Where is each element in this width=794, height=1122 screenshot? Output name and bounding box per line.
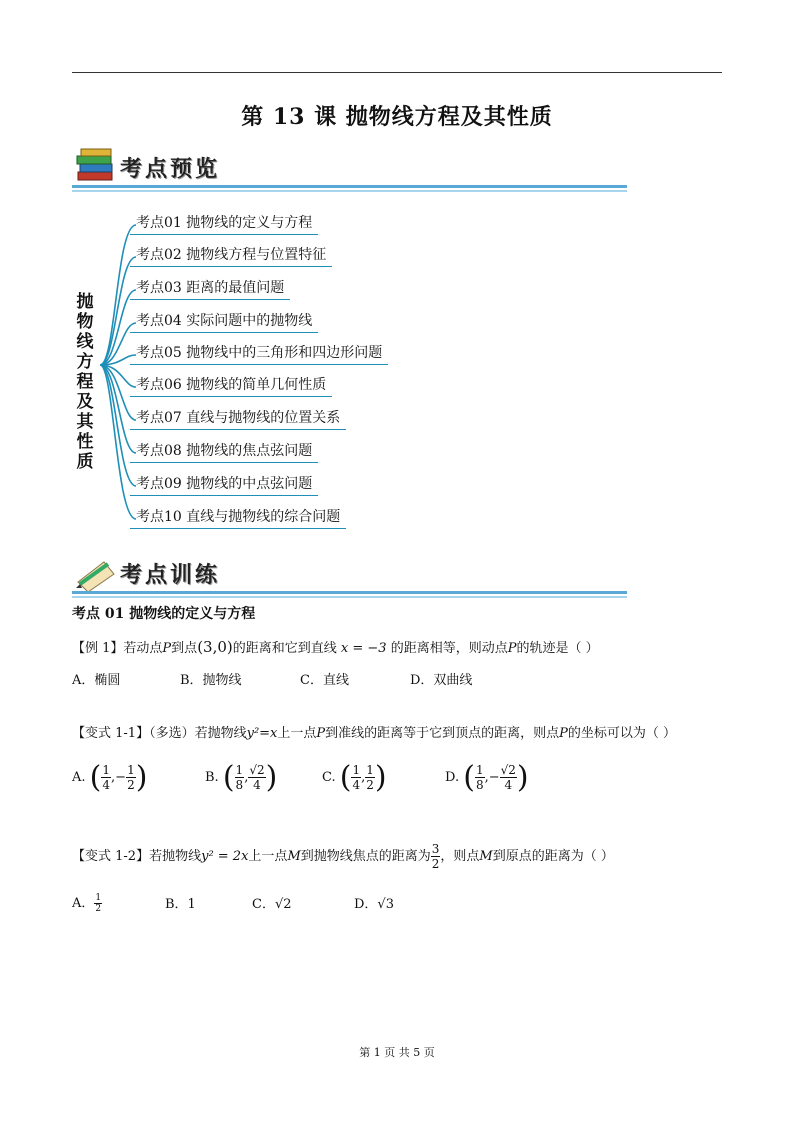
tree-root-char: 抛	[76, 292, 94, 312]
tree-item-label: 考点02 抛物线方程与位置特征	[130, 244, 332, 267]
tree-root-char: 方	[76, 352, 94, 372]
section-label-preview: 考点预览	[120, 157, 221, 182]
option-d[interactable]: D．√3	[354, 897, 394, 912]
tree-item	[130, 277, 290, 300]
tree-root-char: 程	[76, 372, 94, 392]
tree-root-char: 物	[76, 312, 94, 332]
tree-item	[130, 342, 388, 365]
option-d[interactable]: D. ( $\frac{1}{8}$ ,− $\frac{√2}{4}$ )	[445, 760, 529, 795]
section-bar-light	[72, 190, 627, 192]
option-a[interactable]: A．椭圆	[72, 673, 121, 688]
variant-1-1-question: 【变式 1-1】（多选）若抛物线y²=x上一点P到准线的距离等于它到顶点的距离，则点P的坐标可以为（ ）	[72, 726, 677, 741]
example-1-question: 【例 1】若动点P到点(3,0)的距离和它到直线 x = −3 的距离相等，则动点P的轨迹是（ ）	[72, 638, 599, 656]
tree-item-label: 考点04 实际问题中的抛物线	[130, 310, 318, 333]
option-d[interactable]: D．双曲线	[410, 673, 473, 688]
option-b[interactable]: B. ( $\frac{1}{8}$ , $\frac{√2}{4}$ )	[205, 760, 278, 795]
option-a[interactable]: A． $\frac{1}{2}$	[72, 893, 102, 914]
tree-item	[130, 212, 318, 235]
section-bar-light	[72, 596, 627, 598]
question-tag: 【变式 1-1】	[72, 726, 150, 741]
tree-item	[130, 374, 332, 397]
header-rule	[72, 72, 722, 73]
tree-item	[130, 506, 346, 529]
tree-item-label: 考点01 抛物线的定义与方程	[130, 212, 318, 235]
tree-root-char: 质	[76, 452, 94, 472]
question-tag: 【例 1】	[72, 641, 124, 656]
tree-item-label: 考点05 抛物线中的三角形和四边形问题	[130, 342, 388, 365]
page-footer: 第 1 页 共 5 页	[359, 1046, 435, 1059]
tree-item-label: 考点10 直线与抛物线的综合问题	[130, 506, 346, 529]
tree-item	[130, 473, 318, 496]
page-title: 第 13 课 抛物线方程及其性质	[241, 104, 553, 130]
tree-item	[130, 310, 318, 333]
tree-item-label: 考点08 抛物线的焦点弦问题	[130, 440, 318, 463]
tree-root-char: 及	[76, 392, 94, 412]
section-header-training	[72, 552, 627, 598]
tree-item-label: 考点09 抛物线的中点弦问题	[130, 473, 318, 496]
tree-root	[72, 292, 98, 472]
pencil-paper-icon	[74, 554, 118, 592]
tree-item	[130, 244, 332, 267]
option-a[interactable]: A. ( $\frac{1}{4}$ ,− $\frac{1}{2}$ )	[72, 760, 148, 795]
option-c[interactable]: C．直线	[300, 673, 349, 688]
option-c[interactable]: C．√2	[252, 897, 292, 912]
option-b[interactable]: B．1	[165, 897, 196, 912]
section-bar	[72, 185, 627, 188]
option-b[interactable]: B．抛物线	[180, 673, 242, 688]
tree-root-char: 线	[76, 332, 94, 352]
variant-1-2-question: 【变式 1-2】若抛物线y² = 2x上一点M到抛物线焦点的距离为 $\frac{3}{2}$ ，则点M到原点的距离为（ ）	[72, 842, 614, 871]
question-tag: 【变式 1-2】	[72, 849, 150, 864]
section-bar	[72, 591, 627, 594]
tree-item-label: 考点06 抛物线的简单几何性质	[130, 374, 332, 397]
tree-item	[130, 407, 346, 430]
subsection-title: 考点 01 抛物线的定义与方程	[72, 606, 256, 622]
section-label-training: 考点训练	[120, 563, 221, 588]
tree-root-char: 性	[76, 432, 94, 452]
section-header-preview	[72, 146, 627, 192]
option-c[interactable]: C. ( $\frac{1}{4}$ , $\frac{1}{2}$ )	[322, 760, 387, 795]
tree-item-label: 考点07 直线与抛物线的位置关系	[130, 407, 346, 430]
tree-item-label: 考点03 距离的最值问题	[130, 277, 290, 300]
tree-item	[130, 440, 318, 463]
books-icon	[74, 146, 118, 186]
tree-root-char: 其	[76, 412, 94, 432]
